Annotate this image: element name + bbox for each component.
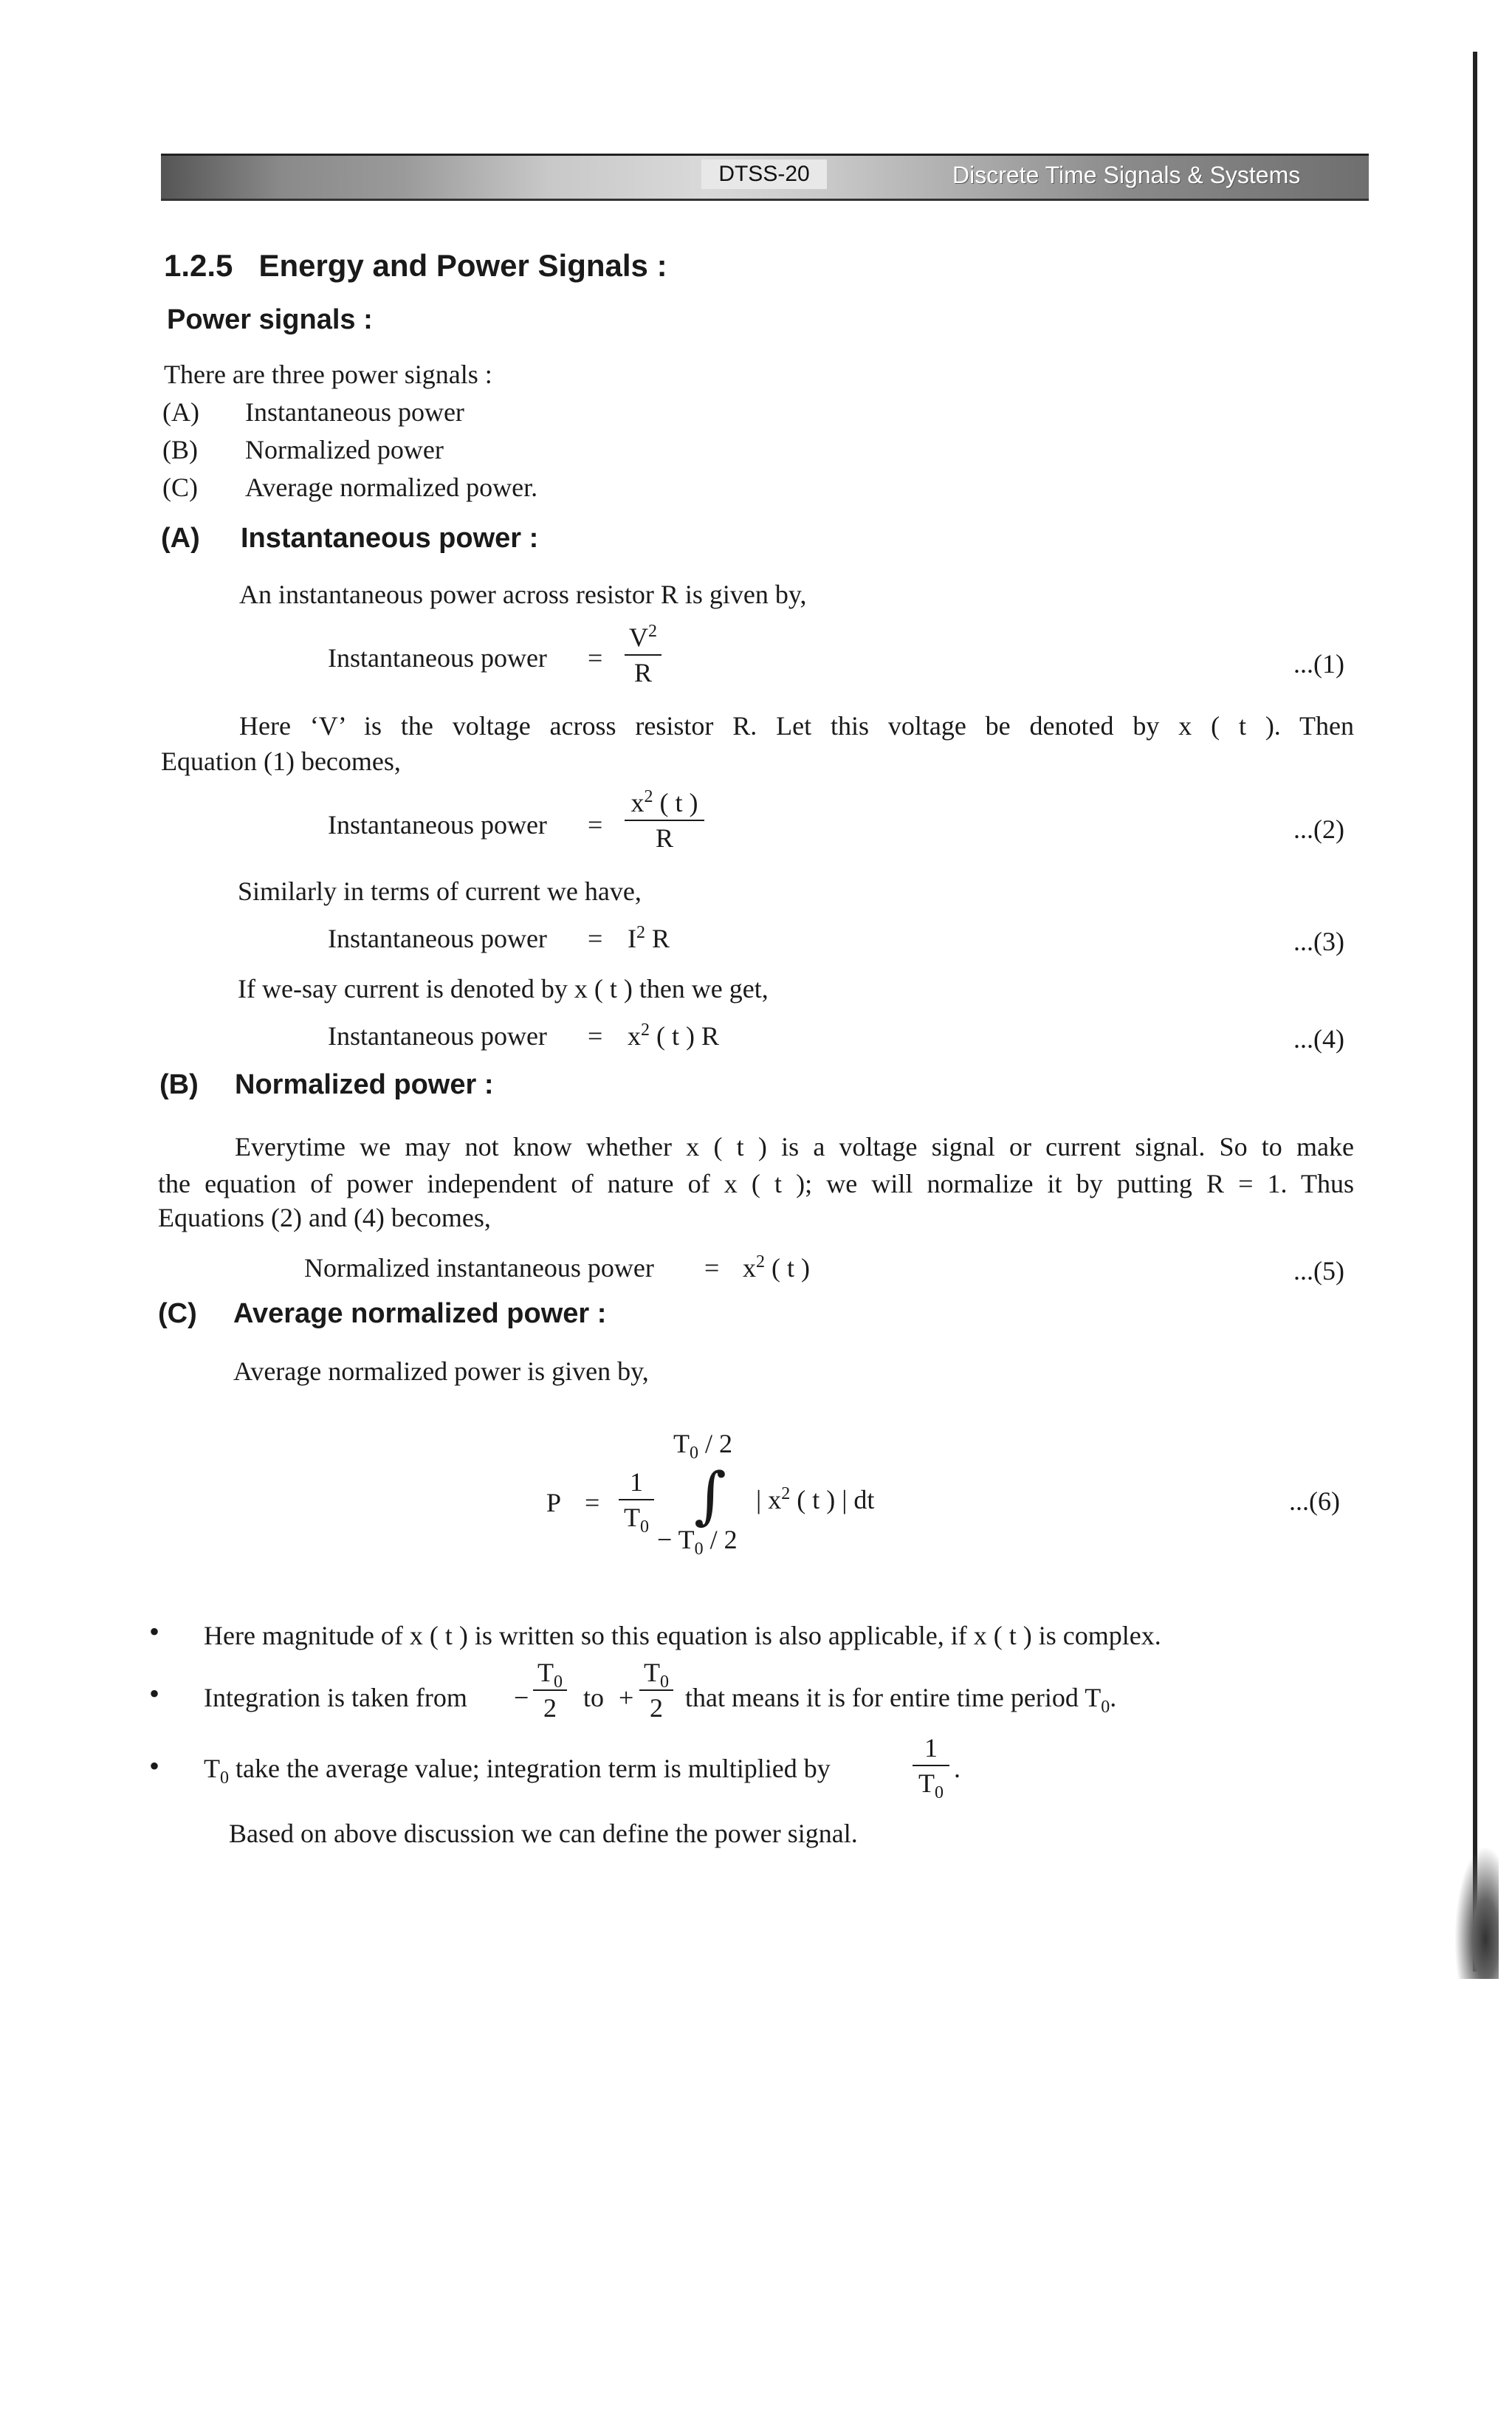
eq1-equals: = xyxy=(588,643,603,673)
part-b-heading: Normalized power : xyxy=(235,1069,494,1100)
part-a-if-line: If we-say current is denoted by x ( t ) then we get, xyxy=(238,974,769,1003)
intro-item-b: Normalized power xyxy=(245,435,444,464)
eq5-rhs: $x^2$ ( t ) xyxy=(743,1252,810,1283)
section-number: 1.2.5 xyxy=(164,248,233,283)
eq5-equals: = xyxy=(704,1253,720,1283)
intro-item-label-c: (C) xyxy=(162,473,198,502)
bullet-2-frac-1-den: 2 xyxy=(543,1693,557,1723)
bullet-3-text: $T_0$ take the average value; integration term is multiplied by xyxy=(204,1754,831,1788)
bullet-2-frac-1-num: $T_0$ xyxy=(537,1658,563,1692)
eq1-numerator: $V^2$ xyxy=(629,622,657,652)
scan-edge-line xyxy=(1473,52,1477,1972)
eq1-tag: ...(1) xyxy=(1293,649,1344,679)
bullet-dot-1: • xyxy=(149,1615,160,1648)
eq2-tag: ...(2) xyxy=(1293,814,1344,844)
eq6-fraction xyxy=(619,1466,654,1537)
eq2-denominator: R xyxy=(655,823,673,853)
section-title: Energy and Power Signals : xyxy=(258,248,667,283)
part-a-para1-line1: Here ‘V’ is the voltage across resistor R. Let this voltage be denoted by x ( t ). Then xyxy=(239,711,1354,741)
running-title: Discrete Time Signals & Systems xyxy=(952,162,1301,188)
eq3-equals: = xyxy=(588,924,603,953)
section-subtitle: Power signals : xyxy=(167,304,373,335)
eq3-rhs: $I^2$ R xyxy=(628,923,670,953)
eq2-fraction-bar xyxy=(625,820,704,821)
part-a-para1-line2: Equation (1) becomes, xyxy=(161,747,401,776)
eq6-frac-denominator: $T_0$ xyxy=(624,1503,649,1537)
part-a-similar: Similarly in terms of current we have, xyxy=(238,876,642,906)
eq3-tag: ...(3) xyxy=(1293,927,1344,956)
part-c-label: (C) xyxy=(158,1298,197,1329)
bullet-dot-3: • xyxy=(149,1749,160,1782)
eq4-equals: = xyxy=(588,1021,603,1051)
intro-item-c: Average normalized power. xyxy=(245,473,538,502)
bullet-2-frac-2 xyxy=(639,1657,673,1723)
intro-item-a: Instantaneous power xyxy=(245,397,464,427)
eq2-fraction xyxy=(625,787,704,854)
closing-line: Based on above discussion we can define the power signal. xyxy=(229,1819,858,1848)
eq6-upper-limit: $T_0 / 2$ xyxy=(673,1429,733,1463)
eq6-fraction-bar xyxy=(619,1499,654,1500)
bullet-3-frac xyxy=(913,1732,949,1803)
part-a-intro: An instantaneous power across resistor R is given by, xyxy=(239,580,807,609)
page-code: DTSS-20 xyxy=(701,159,827,189)
eq1-denominator: R xyxy=(633,658,652,687)
eq2-numerator: $x^2$ ( t ) xyxy=(630,787,698,817)
bullet-2-to: to xyxy=(583,1683,605,1712)
bullet-2-frac-1 xyxy=(533,1657,567,1723)
eq5-lhs: Normalized instantaneous power xyxy=(304,1253,654,1283)
bullet-3-frac-den: $T_0$ xyxy=(918,1768,944,1803)
eq6-lhs: P xyxy=(546,1488,562,1517)
eq4-lhs: Instantaneous power xyxy=(328,1021,547,1051)
part-c-heading: Average normalized power : xyxy=(233,1298,607,1329)
bullet-2-frac-2-num: $T_0$ xyxy=(644,1658,669,1692)
bullet-2-lead: Integration is taken from xyxy=(204,1683,467,1712)
eq6-frac-numerator: 1 xyxy=(630,1467,643,1497)
intro-item-label-a: (A) xyxy=(162,397,199,427)
bullet-2-minus: − xyxy=(514,1683,529,1712)
intro-item-label-b: (B) xyxy=(162,435,198,464)
section-heading xyxy=(164,248,667,284)
eq2-lhs: Instantaneous power xyxy=(328,810,547,840)
eq6-integrand: | $x^2$ ( t ) | dt xyxy=(756,1484,875,1514)
part-a-label: (A) xyxy=(161,523,200,554)
eq5-tag: ...(5) xyxy=(1293,1256,1344,1286)
eq1-fraction-bar xyxy=(625,654,662,656)
eq4-tag: ...(4) xyxy=(1293,1024,1344,1054)
scan-edge-smudge xyxy=(1454,1846,1499,1979)
bullet-2-tail: that means it is for entire time period $T_0$. xyxy=(685,1683,1117,1717)
intro-line: There are three power signals : xyxy=(164,360,492,389)
bullet-2-plus: + xyxy=(619,1683,634,1712)
part-b-para-line2: the equation of power independent of nature of x ( t ); we will normalize it by putting R = 1. Thus xyxy=(158,1169,1354,1198)
eq1-fraction xyxy=(625,622,662,688)
part-b-para-line3: Equations (2) and (4) becomes, xyxy=(158,1203,491,1232)
eq3-lhs: Instantaneous power xyxy=(328,924,547,953)
bullet-3-end: . xyxy=(954,1754,961,1783)
bullet-dot-2: • xyxy=(149,1677,160,1710)
eq2-equals: = xyxy=(588,810,603,840)
bullet-3-frac-num: 1 xyxy=(924,1733,938,1763)
eq6-equals: = xyxy=(585,1488,600,1517)
part-b-para-line1: Everytime we may not know whether x ( t ) is a voltage signal or current signal. So to make xyxy=(235,1132,1354,1161)
part-b-label: (B) xyxy=(159,1069,199,1100)
bullet-1-text: Here magnitude of x ( t ) is written so this equation is also applicable, if x ( t ) is complex. xyxy=(204,1621,1161,1650)
eq1-lhs: Instantaneous power xyxy=(328,643,547,673)
eq4-rhs: $x^2$ ( t ) R xyxy=(628,1020,719,1051)
bullet-3-frac-bar xyxy=(913,1765,949,1766)
part-c-intro: Average normalized power is given by, xyxy=(233,1356,649,1386)
bullet-2-frac-2-den: 2 xyxy=(650,1693,663,1723)
part-a-heading: Instantaneous power : xyxy=(241,523,539,554)
integral-sign: ∫ xyxy=(694,1459,726,1531)
eq6-lower-limit: − $T_0 / 2$ xyxy=(657,1525,738,1559)
eq6-tag: ...(6) xyxy=(1289,1486,1340,1516)
